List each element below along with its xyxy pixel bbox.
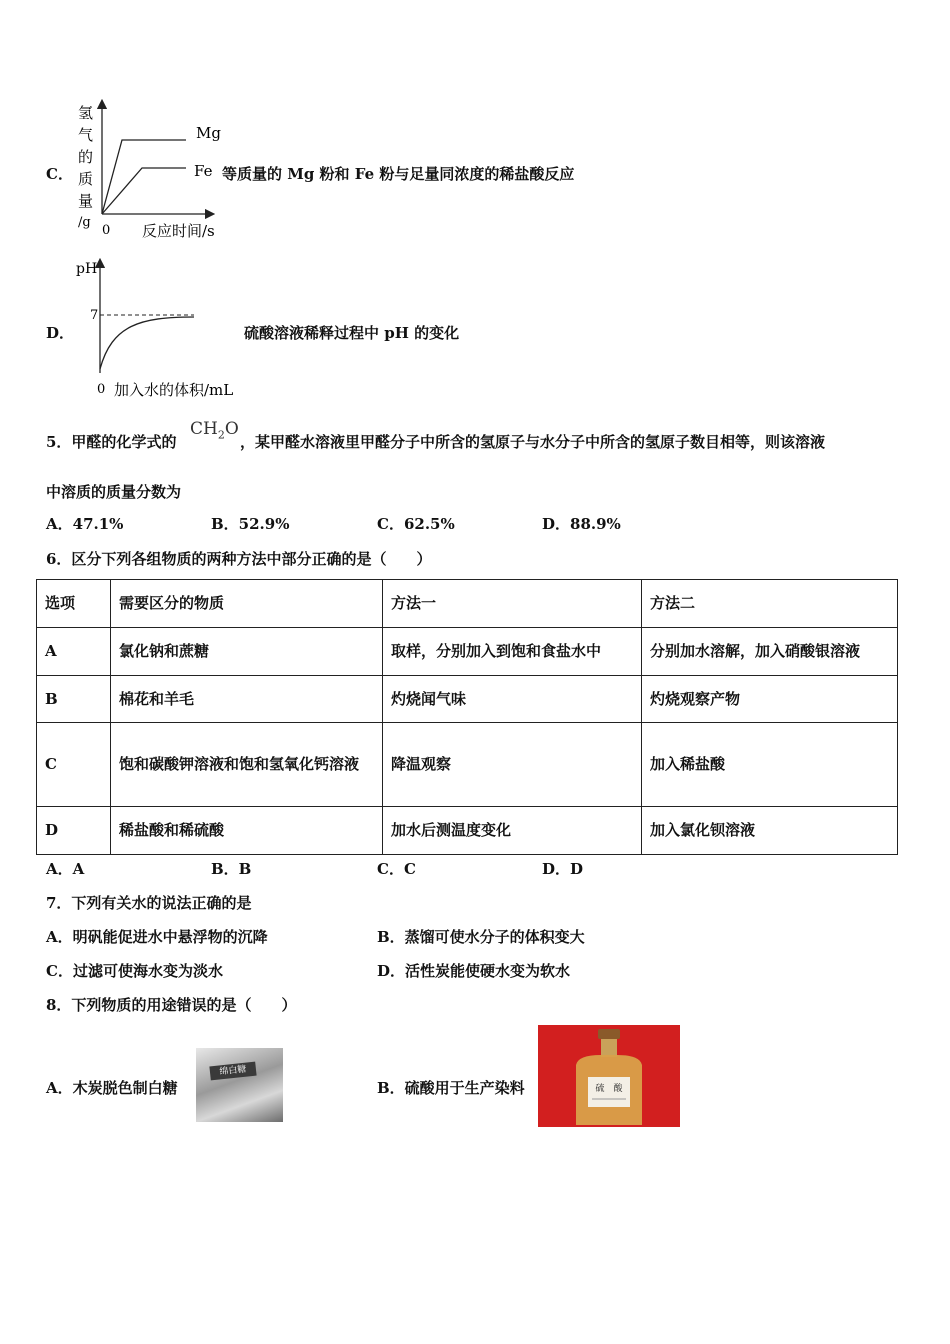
- table-header-cell: 方法一: [383, 580, 642, 628]
- q8-option-a[interactable]: A．木炭脱色制白糖: [46, 1079, 178, 1097]
- table-row: [37, 807, 898, 855]
- q5-option-d[interactable]: D．88.9%: [542, 515, 621, 533]
- table-cell: 加水后测温度变化: [383, 807, 642, 855]
- table-cell: 加入稀盐酸: [642, 723, 898, 807]
- table-cell: 分别加水溶解，加入硝酸银溶液: [642, 628, 898, 676]
- table-cell: A: [37, 628, 111, 676]
- formaldehyde-formula: [190, 419, 239, 441]
- table-header-cell: 方法二: [642, 580, 898, 628]
- y-label-char: 量: [78, 192, 94, 210]
- y-label-char: 的: [78, 148, 94, 166]
- q6-option-c[interactable]: C．C: [377, 860, 416, 878]
- origin-label: 0: [97, 382, 106, 397]
- q6-option-b[interactable]: B．B: [211, 860, 252, 878]
- option-d-text: 硫酸溶液稀释过程中 pH 的变化: [244, 324, 460, 342]
- ph7-tick-label: 7: [90, 308, 99, 323]
- option-c-text: 等质量的 Mg 粉和 Fe 粉与足量同浓度的稀盐酸反应: [222, 165, 575, 183]
- q7-option-d[interactable]: D．活性炭能使硬水变为软水: [377, 962, 571, 980]
- sugar-bag-label: 绵白糖: [209, 1062, 256, 1081]
- table-row: [37, 628, 898, 676]
- table-header-cell: 需要区分的物质: [111, 580, 383, 628]
- q7-stem: 7．下列有关水的说法正确的是: [46, 894, 252, 912]
- x-axis-label: 加入水的体积/mL: [114, 381, 234, 399]
- table-cell: 加入氯化钡溶液: [642, 807, 898, 855]
- table-cell: 饱和碳酸钾溶液和饱和氢氧化钙溶液: [111, 723, 383, 807]
- mg-curve: [102, 140, 186, 214]
- y-label-char: 质: [78, 170, 94, 188]
- q6-option-a[interactable]: A．A: [46, 860, 85, 878]
- table-cell: 降温观察: [383, 723, 642, 807]
- y-label-char: /g: [78, 215, 91, 230]
- q5-stem-part2: ，某甲醛水溶液里甲醛分子中所含的氢原子与水分子中所含的氢原子数目相等，则该溶液: [240, 433, 826, 451]
- table-row: [37, 723, 898, 807]
- q6-table: [36, 579, 898, 855]
- table-cell: 氯化钠和蔗糖: [111, 628, 383, 676]
- formula-o: O: [224, 419, 239, 439]
- formula-subscript: 2: [217, 428, 225, 442]
- table-row: [37, 676, 898, 723]
- q5-stem-part1: 5．甲醛的化学式的: [46, 433, 177, 451]
- option-d-label: D．: [46, 324, 75, 342]
- q7-option-a[interactable]: A．明矾能促进水中悬浮物的沉降: [46, 928, 268, 946]
- sugar-bag-photo: [196, 1048, 283, 1122]
- bottle-label: 硫 酸: [595, 1084, 623, 1094]
- table-cell: 取样，分别加入到饱和食盐水中: [383, 628, 642, 676]
- mg-series-label: Mg: [196, 124, 221, 142]
- table-cell: 灼烧闻气味: [383, 676, 642, 723]
- table-cell: B: [37, 676, 111, 723]
- q8-option-b[interactable]: B．硫酸用于生产染料: [377, 1079, 525, 1097]
- y-label-char: 气: [78, 126, 94, 144]
- ph-curve: [100, 317, 194, 369]
- y-label-char: 氢: [78, 104, 94, 122]
- formula-ch: CH: [190, 419, 218, 439]
- table-header-row: [37, 580, 898, 628]
- table-cell: 灼烧观察产物: [642, 676, 898, 723]
- table-cell: 棉花和羊毛: [111, 676, 383, 723]
- option-c-label: C．: [46, 165, 73, 183]
- table-header-cell: 选项: [37, 580, 111, 628]
- y-axis-label: pH: [76, 261, 98, 277]
- origin-label: 0: [102, 223, 111, 238]
- sulfuric-acid-bottle-photo: [538, 1025, 680, 1127]
- q7-option-c[interactable]: C．过滤可使海水变为淡水: [46, 962, 223, 980]
- hydrogen-mass-graph: [70, 98, 230, 243]
- q6-stem: 6．区分下列各组物质的两种方法中部分正确的是（ ）: [46, 550, 432, 568]
- fe-curve: [102, 168, 186, 214]
- x-axis-label: 反应时间/s: [142, 222, 215, 240]
- table-cell: D: [37, 807, 111, 855]
- table-cell: 稀盐酸和稀硫酸: [111, 807, 383, 855]
- q5-stem-part3: 中溶质的质量分数为: [46, 483, 182, 501]
- q7-option-b[interactable]: B．蒸馏可使水分子的体积变大: [377, 928, 585, 946]
- table-cell: C: [37, 723, 111, 807]
- q5-option-c[interactable]: C．62.5%: [377, 515, 455, 533]
- q8-stem: 8．下列物质的用途错误的是（ ）: [46, 996, 297, 1014]
- ph-dilution-graph: [70, 255, 250, 403]
- q6-option-d[interactable]: D．D: [542, 860, 584, 878]
- q5-option-b[interactable]: B．52.9%: [211, 515, 290, 533]
- q5-option-a[interactable]: A．47.1%: [46, 515, 124, 533]
- fe-series-label: Fe: [194, 162, 213, 180]
- bottle-icon: [538, 1025, 680, 1127]
